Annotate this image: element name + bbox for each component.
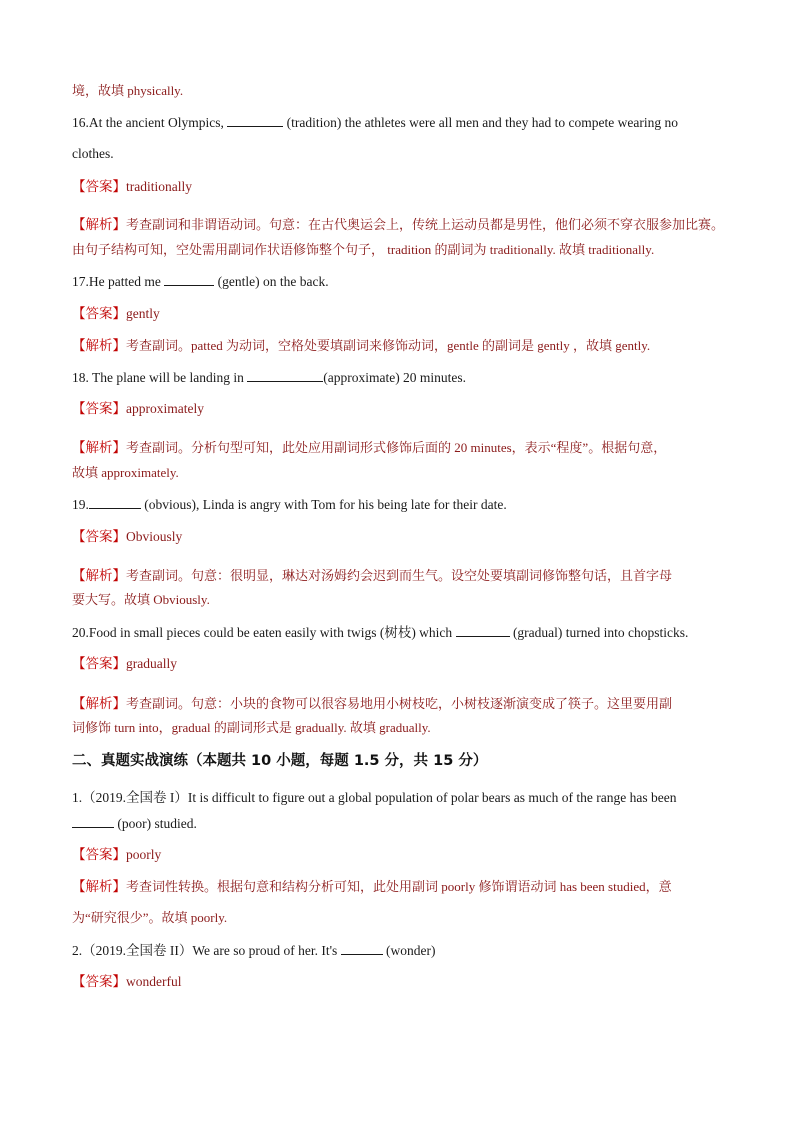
- answer-19: [72, 528, 182, 546]
- explanation-text: 考查副词。句意：很明显，琳达对汤姆约会迟到而生气。设空处要填副词修饰整句话，且首字母: [126, 568, 673, 583]
- explanation-tag: 【解析】: [72, 217, 126, 232]
- explanation-text: 考查副词。分析句型可知，此处应用副词形式修饰后面的 20 minutes，表示“程度”。根据句意，: [126, 440, 667, 455]
- real-question-2-text-post: (wonder): [382, 943, 436, 958]
- real-answer-1: [72, 846, 161, 864]
- explanation-18-line-1: [72, 439, 666, 457]
- explanation-text: 考查副词和非谓语动词。句意：在古代奥运会上，传统上运动员都是男性，他们必须不穿衣服参加比赛。: [126, 217, 725, 232]
- explanation-20-line-2: [72, 719, 431, 737]
- answer-text: approximately: [126, 401, 204, 416]
- answer-blank: [456, 623, 510, 637]
- question-18-text-post: (approximate) 20 minutes.: [323, 370, 467, 385]
- section-heading: 二、真题实战演练（本题共 10 小题，每题 1.5 分，共 15 分）: [72, 753, 488, 769]
- answer-tag: 【答案】: [72, 306, 126, 321]
- explanation-text: 故填 approximately.: [72, 465, 179, 480]
- document-page: [72, 0, 725, 1123]
- answer-tag: 【答案】: [72, 847, 126, 862]
- question-18-text-pre: 18. The plane will be landing in: [72, 370, 248, 385]
- question-19-text-pre: 19.: [72, 497, 89, 512]
- answer-blank: [227, 113, 283, 127]
- carryover-line: [72, 82, 183, 100]
- answer-text: wonderful: [126, 974, 182, 989]
- real-question-1-text-pre: 1.（2019.全国卷 I）It is difficult to figure out a global population of polar bears as much of the range has been: [72, 790, 677, 805]
- answer-blank: [164, 272, 214, 286]
- real-explanation-1-line-2: [72, 909, 227, 927]
- explanation-19-line-1: [72, 567, 672, 585]
- question-16-text-post: (tradition) the athletes were all men and they had to compete wearing no: [283, 115, 678, 130]
- answer-text: traditionally: [126, 179, 192, 194]
- explanation-text: 要大写。故填 Obviously.: [72, 592, 210, 607]
- answer-tag: 【答案】: [72, 529, 126, 544]
- carryover-text: 境，故填 physically.: [72, 83, 184, 98]
- question-18: [72, 368, 466, 387]
- question-20-text-post: (gradual) turned into chopsticks.: [509, 625, 689, 640]
- question-20: [72, 623, 688, 642]
- answer-blank: [72, 814, 114, 828]
- answer-tag: 【答案】: [72, 179, 126, 194]
- explanation-text: 词修饰 turn into，gradual 的副词形式是 gradually. 故填 gradually.: [72, 720, 431, 735]
- explanation-18-line-2: [72, 464, 179, 482]
- answer-17: [72, 305, 160, 323]
- question-16-text-cont: clothes.: [72, 146, 114, 161]
- explanation-16-line-2: [72, 241, 654, 259]
- explanation-text: 考查词性转换。根据句意和结构分析可知，此处用副词 poorly 修饰谓语动词 has been studied，意: [126, 879, 672, 894]
- question-16-text-pre: 16.At the ancient Olympics,: [72, 115, 228, 130]
- explanation-tag: 【解析】: [72, 879, 126, 894]
- question-20-text-pre: 20.Food in small pieces could be eaten easily with twigs (树枝) which: [72, 625, 456, 640]
- answer-16: [72, 178, 192, 196]
- answer-18: [72, 400, 204, 418]
- question-17-text-post: (gentle) on the back.: [214, 274, 329, 289]
- explanation-text: 考查副词。句意：小块的食物可以很容易地用小树枝吃，小树枝逐渐演变成了筷子。这里要用副: [126, 696, 673, 711]
- answer-tag: 【答案】: [72, 656, 126, 671]
- explanation-17-line-1: [72, 337, 650, 355]
- explanation-16-line-1: [72, 216, 724, 234]
- real-answer-2: [72, 973, 181, 991]
- question-17-text-pre: 17.He patted me: [72, 274, 165, 289]
- explanation-19-line-2: [72, 591, 210, 609]
- real-question-1-text-post: (poor) studied.: [114, 816, 197, 831]
- explanation-tag: 【解析】: [72, 568, 126, 583]
- real-question-2: [72, 941, 436, 960]
- answer-text: Obviously: [126, 529, 183, 544]
- answer-text: gently: [126, 306, 160, 321]
- question-16: [72, 113, 678, 132]
- real-question-1-continuation: [72, 814, 197, 833]
- explanation-text: 考查副词。patted 为动词，空格处要填副词来修饰动词，gentle 的副词是 gently ，故填 gently.: [126, 338, 651, 353]
- answer-tag: 【答案】: [72, 974, 126, 989]
- real-explanation-1-line-1: [72, 878, 672, 896]
- explanation-tag: 【解析】: [72, 338, 126, 353]
- real-question-2-text-pre: 2.（2019.全国卷 II）We are so proud of her. It's: [72, 943, 341, 958]
- answer-blank: [89, 495, 141, 509]
- question-19: [72, 495, 507, 514]
- answer-text: poorly: [126, 847, 162, 862]
- answer-blank: [247, 368, 323, 382]
- real-question-1: [72, 789, 676, 807]
- question-17: [72, 272, 329, 291]
- explanation-tag: 【解析】: [72, 440, 126, 455]
- explanation-tag: 【解析】: [72, 696, 126, 711]
- explanation-20-line-1: [72, 695, 672, 713]
- question-16-continuation: [72, 145, 114, 163]
- answer-blank: [341, 941, 383, 955]
- answer-tag: 【答案】: [72, 401, 126, 416]
- answer-20: [72, 655, 177, 673]
- explanation-text: 为“研究很少”。故填 poorly.: [72, 910, 228, 925]
- answer-text: gradually: [126, 656, 177, 671]
- question-19-text-post: (obvious), Linda is angry with Tom for his being late for their date.: [140, 497, 507, 512]
- explanation-text: 由句子结构可知，空处需用副词作状语修饰整个句子， tradition 的副词为 traditionally. 故填 traditionally.: [72, 242, 655, 257]
